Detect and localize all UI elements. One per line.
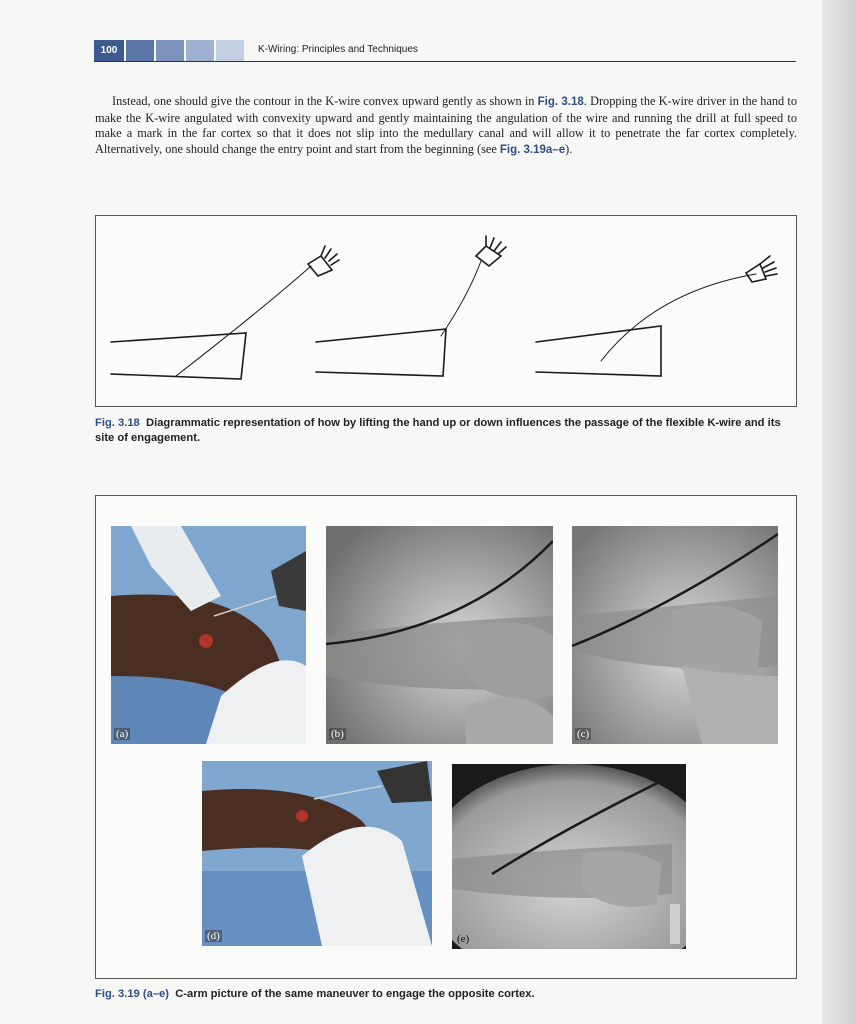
figure-3-18-box <box>95 215 797 407</box>
header-color-block-4 <box>216 40 244 61</box>
xray-panel-b <box>326 526 553 744</box>
page-number: 100 <box>94 40 124 61</box>
header-rule <box>94 61 796 62</box>
diagram-2-bone <box>316 329 446 376</box>
body-text-1: Instead, one should give the contour in the K-wire convex upward gently as shown in <box>112 94 538 108</box>
body-paragraph <box>95 94 797 158</box>
diagram-3-drill-icon <box>746 256 777 282</box>
diagram-2-k-wire <box>441 261 481 336</box>
running-title: K-Wiring: Principles and Techniques <box>258 44 418 55</box>
xray-panel-e <box>452 764 686 949</box>
figure-3-18-caption-text: Diagrammatic representation of how by lifting the hand up or down influences the passage of the flexible K-wire and its site of engagement. <box>95 417 781 444</box>
header-color-block-3 <box>186 40 214 61</box>
header-color-block-2 <box>156 40 184 61</box>
body-text-2: . Dropping the K-wire driver in the hand to make the K-wire angulated with convexity upward and gently maintaining the angulation of the wire and running the drill at full speed to make a mark in the far cortex so that it does not slip into the medullary canal and will allow it to penetrate the far cortex completely. Alternatively, one should change the entry point and start from the beginning (see <box>95 94 797 156</box>
diagram-3-k-wire <box>601 274 756 361</box>
panel-label-a: (a) <box>116 728 129 740</box>
figure-3-18-label: Fig. 3.18 <box>95 417 140 429</box>
photo-panel-a <box>111 526 306 744</box>
figure-reference-3-19[interactable]: Fig. 3.19a–e <box>499 143 566 156</box>
panel-label-d: (d) <box>207 930 220 942</box>
diagram-3-bone <box>536 326 661 376</box>
panel-label-b: (b) <box>331 728 344 740</box>
figure-reference-3-18[interactable]: Fig. 3.18 <box>537 96 584 108</box>
page-edge <box>822 0 856 1024</box>
figure-3-19-caption <box>95 987 797 1002</box>
panel-label-e: (e) <box>457 933 470 945</box>
panel-label-c: (c) <box>577 728 590 740</box>
body-text-3: ). <box>565 141 573 156</box>
diagram-1-bone <box>111 333 246 379</box>
figure-3-19-caption-text: C-arm picture of the same maneuver to engage the opposite cortex. <box>175 988 535 1000</box>
figure-3-19-label: Fig. 3.19 (a–e) <box>95 988 169 1000</box>
k-wire-diagram <box>96 216 796 406</box>
diagram-1-drill-icon <box>308 246 339 276</box>
xray-panel-c <box>572 526 778 744</box>
photo-panel-d <box>202 761 432 946</box>
header-color-block-1 <box>126 40 154 61</box>
figure-3-18-caption <box>95 416 797 446</box>
